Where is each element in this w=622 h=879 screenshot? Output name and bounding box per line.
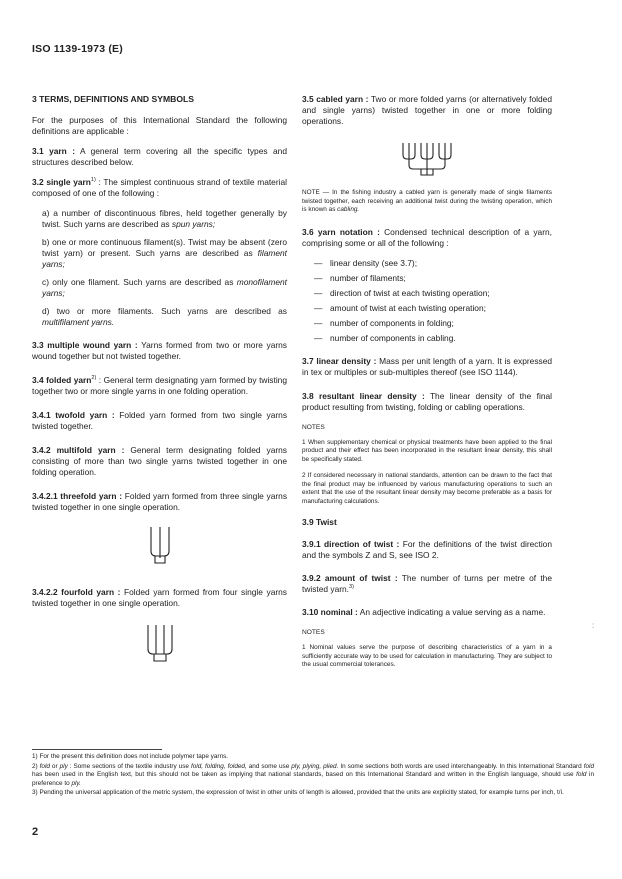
list-item: — number of components in folding; <box>314 317 454 328</box>
margin-mark: : <box>592 621 595 630</box>
def-3-4-2-1: 3.4.2.1 threefold yarn : Folded yarn formed from three single yarns twisted together in one single operation. <box>32 491 288 512</box>
def-3-6: 3.6 yarn notation : Condensed technical description of a yarn, comprising some or all of the following : <box>302 226 552 248</box>
def-3-1: 3.1 yarn : A general term covering all the specific types and structures described below. <box>32 146 287 167</box>
note-2: 2 If considered necessary in national standards, attention can be drawn to the fact that the final product may be influenced by various manufacturing operations to such an extent that the use of the resultant linear density may become preferable as a basis for manufacturing calculations. <box>302 472 552 505</box>
def-3-2-a: a) a number of discontinuous fibres, held together generally by twist. Such yarns are described as spun yarns; <box>42 208 287 229</box>
threefold-yarn-figure <box>32 525 287 565</box>
section-heading: 3 TERMS, DEFINITIONS AND SYMBOLS <box>32 94 195 104</box>
note-nominal: 1 Nominal values serve the purpose of describing characteristics of a yarn in a sufficiently accurate way to be used for calculation in manufacturing. They are subject to the usual commercial tolerances. <box>302 644 552 668</box>
list-item: — number of filaments; <box>314 272 406 283</box>
def-3-4: 3.4 folded yarn$^{2)}$ : General term designating yarn formed by twisting together two or more single yarns in one folding operation. <box>32 375 287 396</box>
footnote-1: 1) For the present this definition does not include polymer tape yarns. <box>32 753 229 760</box>
section-3-9-heading: 3.9 Twist <box>302 517 337 527</box>
notes-label: NOTES <box>302 423 325 431</box>
def-3-4-2: 3.4.2 multifold yarn : General term designating folded yarns consisting of more than two single yarns twisted together in one folding operation. <box>32 445 287 477</box>
left-column <box>32 94 287 675</box>
fourfold-yarn-icon <box>146 623 174 663</box>
def-3-2: 3.2 single yarn$^{1)}$ : The simplest continuous strand of textile material composed of one of the following : <box>32 177 288 198</box>
def-3-4-1: 3.4.1 twofold yarn : Folded yarn formed from two single yarns twisted together. <box>32 410 288 431</box>
intro-paragraph: For the purposes of this International Standard the following definitions are applicable : <box>32 115 287 136</box>
threefold-yarn-icon <box>149 525 171 565</box>
notes-label: NOTES <box>302 629 325 636</box>
page-number: 2 <box>32 826 39 838</box>
notation-list <box>302 258 552 344</box>
def-3-2-b: b) one or more continuous filament(s). Twist may be absent (zero twist yarn) or present. Such yarns are described as filament yarns; <box>42 237 287 269</box>
footnote-rule <box>32 749 162 750</box>
cabled-yarn-icon <box>401 141 453 177</box>
note-cabled: NOTE — In the fishing industry a cabled yarn is generally made of single filaments twisted together, each receiving an additional twist during the twisting operation, which is known as cabling. <box>302 189 552 213</box>
cabled-yarn-figure <box>302 141 552 177</box>
footnote-3: 3) Pending the universal application of the metric system, the expression of twist in other units of length is allowed, provided that the units are explicitly stated, for example turns per inch, t/i. <box>32 789 564 796</box>
def-3-7: 3.7 linear density : Mass per unit length of a yarn. It is expressed in tex or multiples or sub-multiples thereof (see ISO 1144). <box>302 355 553 377</box>
document-header: ISO 1139-1973 (E) <box>32 43 123 55</box>
right-column <box>302 94 552 678</box>
list-item: — direction of twist at each twisting operation; <box>314 287 490 298</box>
list-item: — amount of twist at each twisting operation; <box>314 302 486 313</box>
list-item: — number of components in cabling. <box>314 332 456 343</box>
def-3-9-2: 3.9.2 amount of twist : The number of turns per metre of the twisted yarn.$^{3)}$ <box>302 573 552 594</box>
def-3-8: 3.8 resultant linear density : The linear density of the final product resulting from twisting, folding or cabling operations. <box>302 390 552 412</box>
def-3-5: 3.5 cabled yarn : Two or more folded yarns (or alternatively folded and single yarns) twisted together in one or more folding operations. <box>302 94 553 126</box>
def-3-9-1: 3.9.1 direction of twist : For the definitions of the twist direction and the symbols Z and S, see ISO 2. <box>302 539 552 560</box>
footnotes <box>32 753 594 799</box>
list-item: — linear density (see 3.7); <box>314 257 418 268</box>
def-3-2-c: c) only one filament. Such yarns are described as monofilament yarns; <box>42 277 287 298</box>
def-3-3: 3.3 multiple wound yarn : Yarns formed from two or more yarns wound together but not twisted together. <box>32 340 287 361</box>
def-3-2-d: d) two or more filaments. Such yarns are described as multifilament yarns. <box>42 306 287 327</box>
def-3-10: 3.10 nominal : An adjective indicating a value serving as a name. <box>302 607 546 617</box>
note-1: 1 When supplementary chemical or physical treatments have been applied to the final product and their effect has been incorporated in the resultant linear density, this shall be specifically stated. <box>302 438 552 463</box>
fourfold-yarn-figure <box>32 623 287 663</box>
def-3-4-2-2: 3.4.2.2 fourfold yarn : Folded yarn formed from four single yarns twisted together in one single operation. <box>32 587 287 608</box>
footnote-2: 2) fold or ply : Some sections of the textile industry use fold, folding, folded, and some use ply, plying, plied. In some sections both words are used interchangeably. In this International Standard fold has been used in the English text, but this should not be taken as implying that national standards, based on this International Standard and written in the English language, should use fold in preference to ply. <box>32 762 595 787</box>
